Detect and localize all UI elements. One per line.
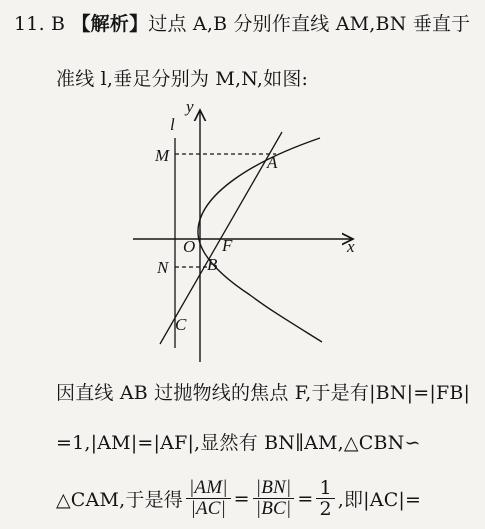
fraction-one-half-denominator: 2 xyxy=(319,498,332,520)
label-y: y xyxy=(186,100,194,116)
label-B: B xyxy=(207,255,218,274)
line-ABC xyxy=(160,132,282,344)
body-line-2 xyxy=(56,428,421,455)
body-line-3 xyxy=(56,478,421,519)
fraction-AM-AC-numerator: |AM| xyxy=(186,478,231,499)
problem-line-2-text: 准线 l,垂足分别为 M,N,如图: xyxy=(56,68,309,90)
body-line-3-suffix: ,即|AC|= xyxy=(337,489,422,511)
analysis-tag: 【解析】 xyxy=(71,13,149,35)
problem-line-2 xyxy=(56,64,308,91)
parabola-curve xyxy=(198,138,322,342)
body-line-1-text: 因直线 AB 过抛物线的焦点 F,于是有|BN|=|FB| xyxy=(56,382,471,404)
label-A: A xyxy=(267,153,278,172)
problem-line-1 xyxy=(14,9,470,36)
problem-number: 11. B xyxy=(14,13,66,35)
body-line-2-text: =1,|AM|=|AF|,显然有 BN∥AM,△CBN∽ xyxy=(56,432,421,454)
body-line-3-prefix: △CAM,于是得 xyxy=(56,489,183,511)
fraction-one-half-numerator: 1 xyxy=(316,478,334,499)
equals-sign-2: = xyxy=(297,487,314,510)
body-line-1 xyxy=(56,378,470,405)
problem-line-1-text: 过点 A,B 分别作直线 AM,BN 垂直于 xyxy=(148,13,471,35)
label-O: O xyxy=(183,237,196,256)
fraction-BN-BC-numerator: |BN| xyxy=(253,478,295,499)
label-N: N xyxy=(157,258,169,277)
fraction-BN-BC xyxy=(253,478,295,519)
fraction-BN-BC-denominator: |BC| xyxy=(255,498,292,519)
fraction-AM-AC-denominator: |AC| xyxy=(190,498,227,519)
label-l: l xyxy=(170,115,175,134)
label-M: M xyxy=(155,146,170,165)
parabola-figure xyxy=(0,100,485,370)
fraction-one-half xyxy=(316,478,334,519)
label-F: F xyxy=(222,236,233,255)
fraction-AM-AC xyxy=(186,478,231,519)
label-C: C xyxy=(175,315,187,334)
label-x: x xyxy=(347,237,355,256)
equals-sign-1: = xyxy=(233,487,250,510)
